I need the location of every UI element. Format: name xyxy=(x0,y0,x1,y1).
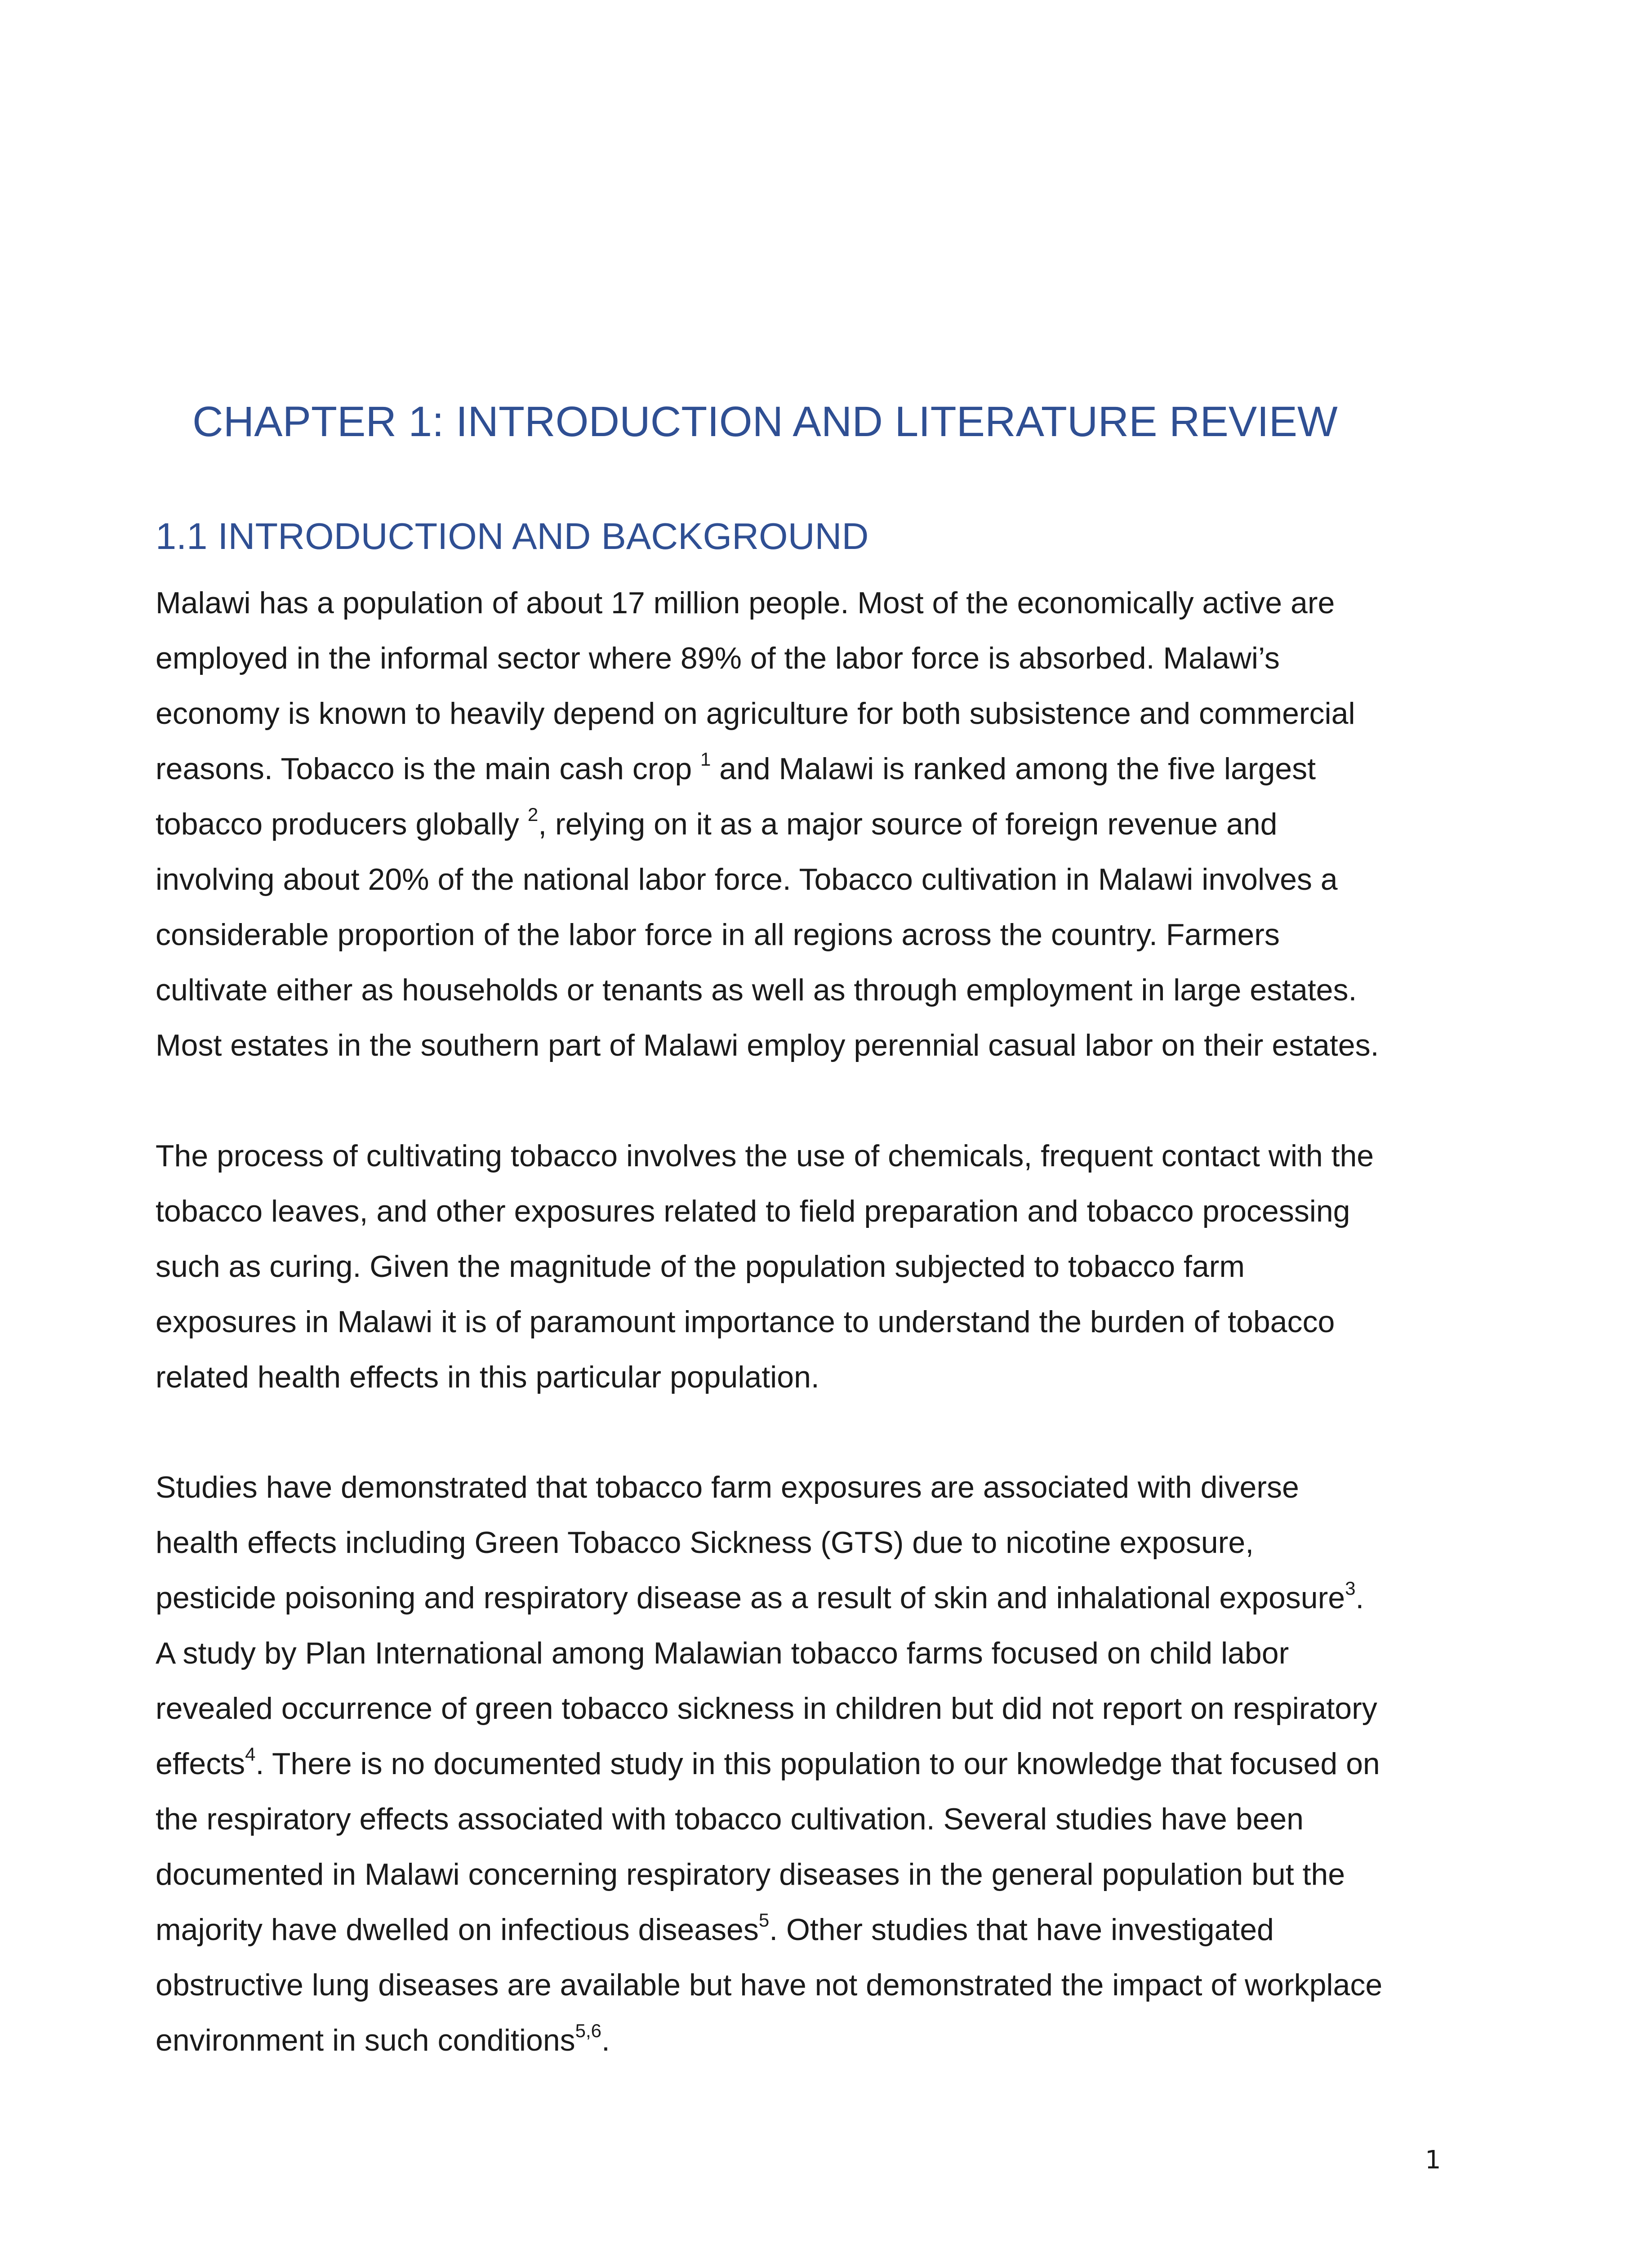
paragraph-line xyxy=(156,1736,1495,1792)
line-text: environment in such conditions xyxy=(156,2023,575,2057)
citation-superscript: 5 xyxy=(758,1909,770,1931)
paragraph-line: revealed occurrence of green tobacco sickness in children but did not report on respiratory xyxy=(156,1691,1377,1726)
citation-superscript: 2 xyxy=(527,804,539,825)
line-text: majority have dwelled on infectious diseases xyxy=(156,1913,759,1947)
paragraph-line: A study by Plan International among Malawian tobacco farms focused on child labor xyxy=(156,1636,1289,1670)
paragraph-line: related health effects in this particular population. xyxy=(156,1360,819,1394)
paragraph-2 xyxy=(156,1128,1495,1405)
paragraph-line: tobacco leaves, and other exposures related to field preparation and tobacco processing xyxy=(156,1194,1350,1228)
paragraph-line: such as curing. Given the magnitude of the population subjected to tobacco farm xyxy=(156,1249,1245,1284)
paragraph-line: Most estates in the southern part of Malawi employ perennial casual labor on their estates. xyxy=(156,1028,1379,1062)
paragraph-3 xyxy=(156,1460,1495,2068)
paragraph-line: health effects including Green Tobacco Sickness (GTS) due to nicotine exposure, xyxy=(156,1525,1254,1560)
paragraph-line: The process of cultivating tobacco involves the use of chemicals, frequent contact with the xyxy=(156,1139,1374,1173)
paragraph-line: involving about 20% of the national labor force. Tobacco cultivation in Malawi involves a xyxy=(156,862,1338,897)
paragraph-line: exposures in Malawi it is of paramount importance to understand the burden of tobacco xyxy=(156,1305,1335,1339)
citation-superscript: 5,6 xyxy=(575,2020,602,2042)
paragraph-line: documented in Malawi concerning respiratory diseases in the general population but the xyxy=(156,1857,1345,1891)
line-text: reasons. Tobacco is the main cash crop xyxy=(156,752,701,786)
paragraph-1 xyxy=(156,575,1495,1073)
line-text: and Malawi is ranked among the five largest xyxy=(711,752,1316,786)
citation-superscript: 3 xyxy=(1345,1578,1356,1599)
paragraph-line: economy is known to heavily depend on agriculture for both subsistence and commercial xyxy=(156,696,1355,731)
line-text: tobacco producers globally xyxy=(156,807,528,841)
paragraph-line: obstructive lung diseases are available but have not demonstrated the impact of workplace xyxy=(156,1968,1383,2002)
paragraph-line: Malawi has a population of about 17 million people. Most of the economically active are xyxy=(156,586,1335,620)
line-text: effects xyxy=(156,1747,245,1781)
paragraph-line: the respiratory effects associated with tobacco cultivation. Several studies have been xyxy=(156,1802,1304,1836)
paragraph-line: employed in the informal sector where 89% of the labor force is absorbed. Malawi’s xyxy=(156,641,1280,675)
paragraph-line xyxy=(156,1570,1495,1626)
line-text: . xyxy=(1355,1581,1364,1615)
paragraph-line: cultivate either as households or tenants as well as through employment in large estates. xyxy=(156,973,1357,1007)
line-text: . Other studies that have investigated xyxy=(769,1913,1274,1947)
paragraph-line xyxy=(156,797,1495,852)
citation-superscript: 4 xyxy=(245,1744,256,1765)
line-text: . xyxy=(601,2023,610,2057)
paragraph-line xyxy=(156,1902,1495,1958)
paragraph-line: considerable proportion of the labor force in all regions across the country. Farmers xyxy=(156,918,1280,952)
paragraph-line: Studies have demonstrated that tobacco farm exposures are associated with diverse xyxy=(156,1470,1299,1504)
line-text: pesticide poisoning and respiratory disease as a result of skin and inhalational exposure xyxy=(156,1581,1345,1615)
paragraph-line xyxy=(156,2013,1495,2068)
citation-superscript: 1 xyxy=(700,749,711,770)
line-text: . There is no documented study in this population to our knowledge that focused on xyxy=(255,1747,1380,1781)
paragraph-line xyxy=(156,741,1495,797)
line-text: , relying on it as a major source of foreign revenue and xyxy=(538,807,1278,841)
page-number: 1 xyxy=(1425,2145,1441,2175)
section-title: 1.1 INTRODUCTION AND BACKGROUND xyxy=(156,515,869,557)
chapter-title: CHAPTER 1: INTRODUCTION AND LITERATURE REVIEW xyxy=(192,398,1338,446)
